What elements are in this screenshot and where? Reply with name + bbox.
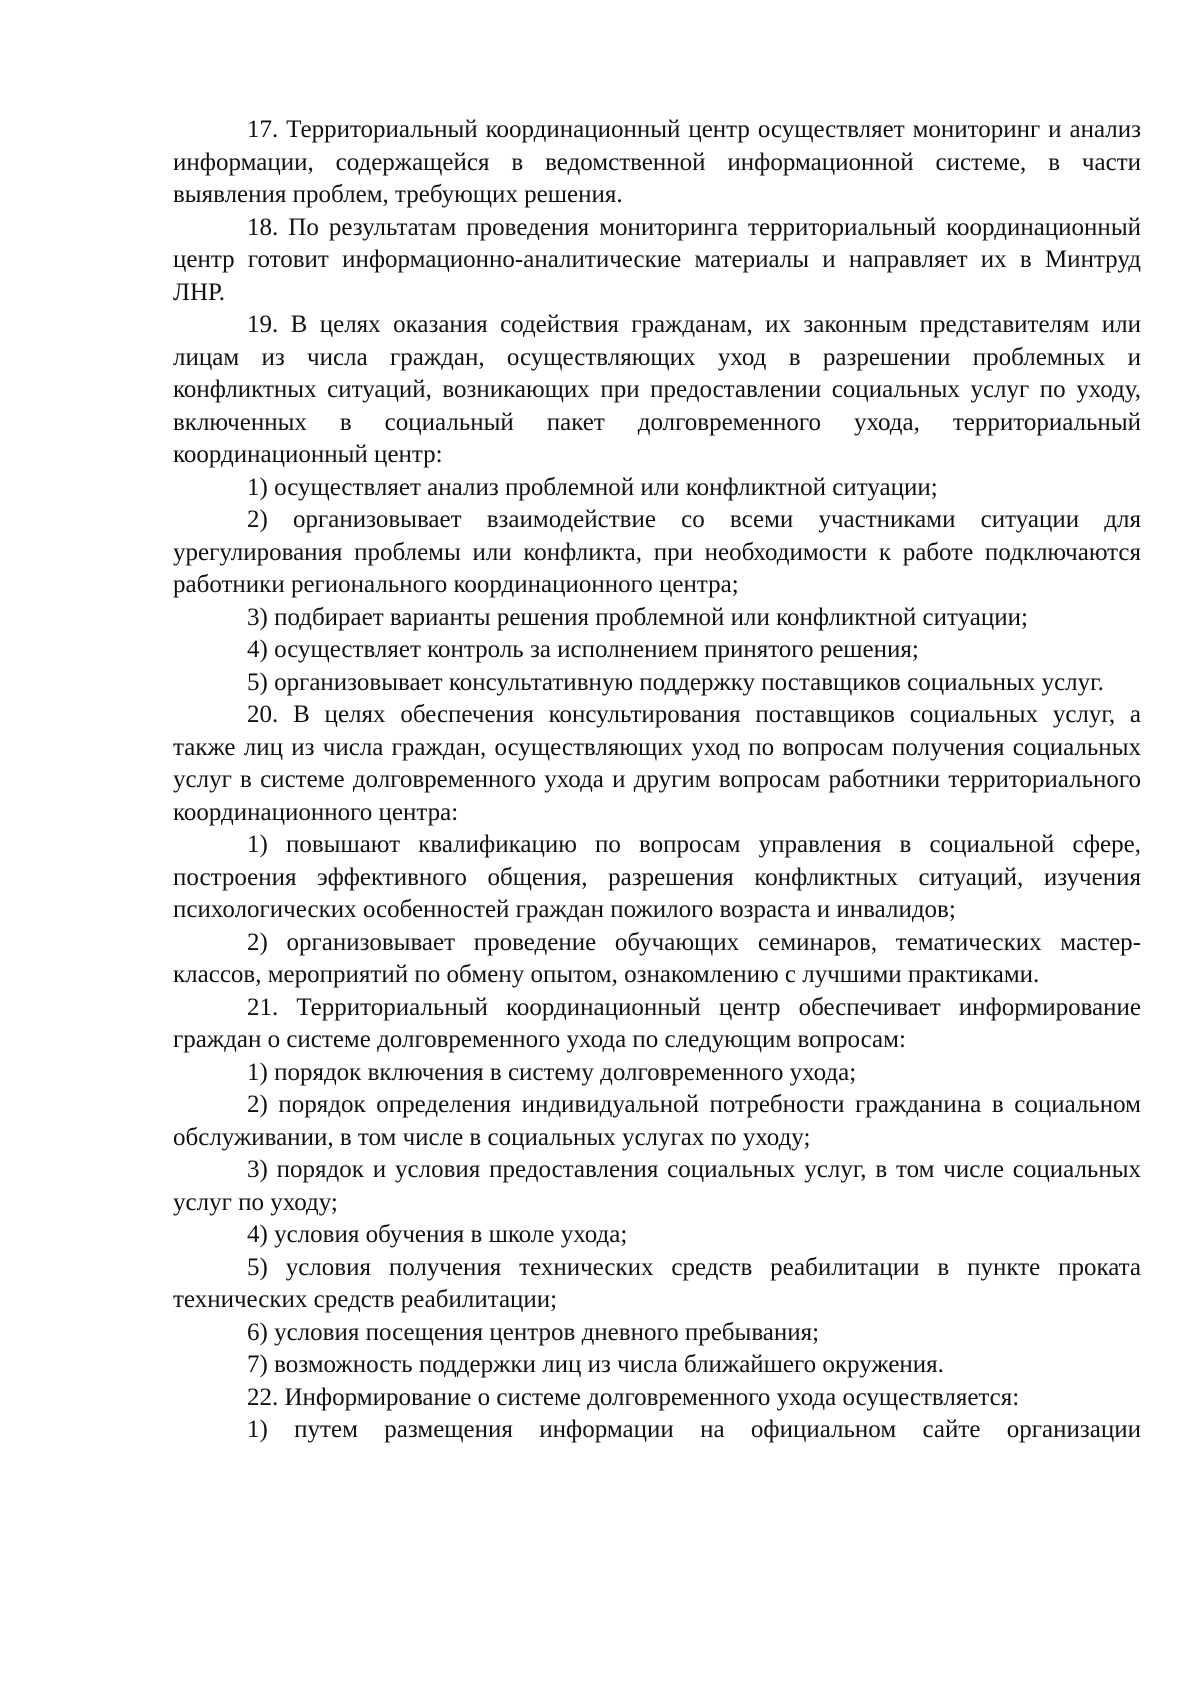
paragraph-19-item-5: 5) организовывает консультативную поддержку поставщиков социальных услуг. (247, 668, 1104, 696)
paragraph-20: 20. В целях обеспечения консультирования поставщиков социальных услуг, а также лиц из числа граждан, осуществляющих уход по вопросам получения социальных услуг в системе долговременного ухода и другим вопросам работники территориального координационного центра: (173, 701, 1141, 826)
paragraph-19-item-3: 3) подбирает варианты решения проблемной или конфликтной ситуации; (247, 603, 1028, 631)
paragraph-19-item-4: 4) осуществляет контроль за исполнением принятого решения; (247, 636, 919, 663)
paragraph-21-item-4: 4) условия обучения в школе ухода; (247, 1221, 628, 1248)
paragraph-21-item-7: 7) возможность поддержки лиц из числа ближайшего окружения. (247, 1351, 944, 1378)
paragraph-20-item-1: 1) повышают квалификацию по вопросам управления в социальной сфере, построения эффективного общения, разрешения конфликтных ситуаций, изучения психологических особенностей граждан пожилого возраста и инвалидов; (173, 831, 1141, 923)
document-body (173, 114, 1141, 1447)
paragraph-21-item-3: 3) порядок и условия предоставления социальных услуг, в том числе социальных услуг по уходу; (173, 1156, 1141, 1216)
paragraph-20-item-2: 2) организовывает проведение обучающих семинаров, тематических мастер-классов, мероприятий по обмену опытом, ознакомлению с лучшими практиками. (173, 928, 1141, 988)
paragraph-21-item-5: 5) условия получения технических средств реабилитации в пункте проката технических средств реабилитации; (173, 1253, 1141, 1313)
paragraph-22-item-1: 1) путем размещения информации на официальном сайте организации (247, 1416, 1141, 1443)
paragraph-21-item-2: 2) порядок определения индивидуальной потребности гражданина в социальном обслуживании, в том числе в социальных услугах по уходу; (173, 1091, 1141, 1151)
paragraph-21-item-1: 1) порядок включения в систему долговременного ухода; (247, 1058, 857, 1086)
paragraph-19-item-1: 1) осуществляет анализ проблемной или конфликтной ситуации; (247, 473, 938, 501)
paragraph-19: 19. В целях оказания содействия гражданам, их законным представителям или лицам из числа граждан, осуществляющих уход в разрешении проблемных и конфликтных ситуаций, возникающих при предоставлении социальных услуг по уходу, включенных в социальный пакет долговременного ухода, территориальный координационный центр: (173, 311, 1141, 468)
paragraph-22: 22. Информирование о системе долговременного ухода осуществляется: (247, 1383, 1020, 1411)
paragraph-18: 18. По результатам проведения мониторинга территориальный координационный центр готовит информационно-аналитические материалы и направляет их в Минтруд ЛНР. (173, 213, 1141, 306)
paragraph-17: 17. Территориальный координационный центр осуществляет мониторинг и анализ информации, содержащейся в ведомственной информационной системе, в части выявления проблем, требующих решения. (173, 116, 1141, 208)
paragraph-19-item-2: 2) организовывает взаимодействие со всеми участниками ситуации для урегулирования проблемы или конфликта, при необходимости к работе подключаются работники регионального координационного центра; (173, 506, 1141, 598)
paragraph-21: 21. Территориальный координационный центр обеспечивает информирование граждан о системе долговременного ухода по следующим вопросам: (173, 993, 1141, 1053)
paragraph-21-item-6: 6) условия посещения центров дневного пребывания; (247, 1318, 820, 1346)
